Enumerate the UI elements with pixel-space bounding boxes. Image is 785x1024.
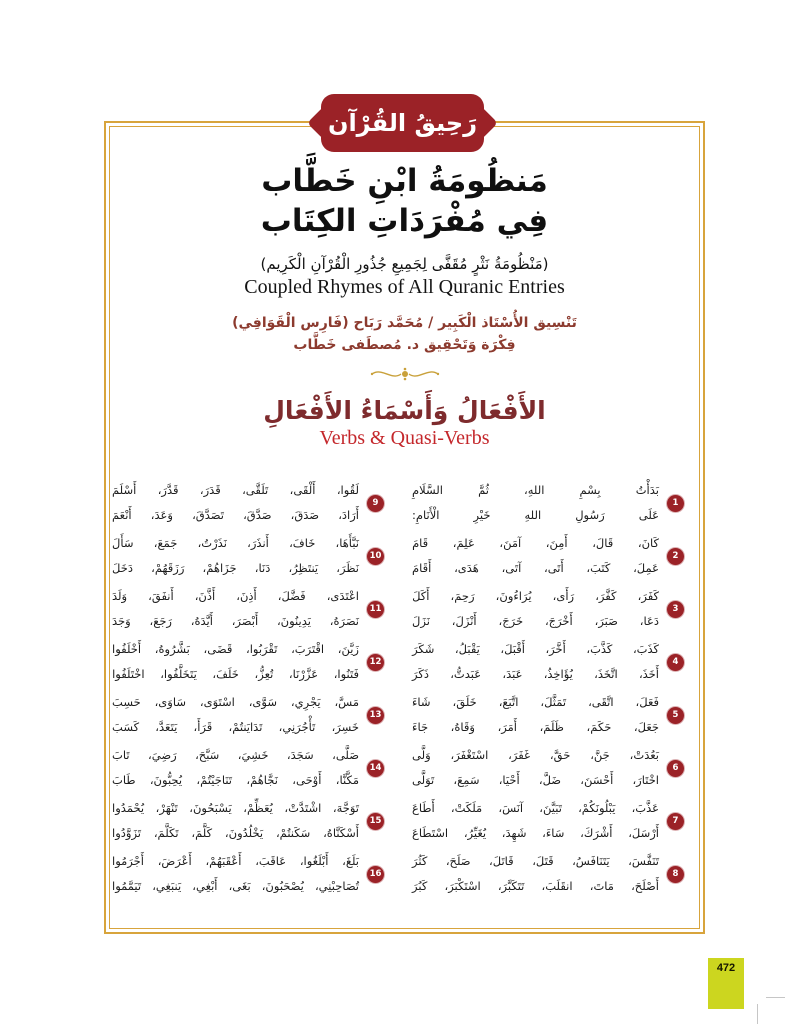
verb-word: أَنْعَمَ: [112, 508, 132, 522]
entry-number-badge: 2: [667, 548, 684, 565]
verb-word: خَرَجَ،: [498, 614, 524, 628]
verb-word: فَعَلَ،: [635, 695, 659, 709]
verb-word: صَبَرَ،: [594, 614, 618, 628]
verb-word: نَبَّأَهَا،: [335, 536, 359, 550]
verse-line: [112, 690, 359, 715]
verb-word: تُعِزُّ،: [254, 667, 274, 681]
entry-row: [112, 690, 384, 740]
verse-line: [112, 503, 359, 528]
verb-word: أَعْرَضَ،: [157, 854, 192, 868]
verb-word: يُعَظِّمْ،: [243, 801, 273, 815]
verse-line: [412, 531, 659, 556]
verb-word: يُؤَاخِذُ،: [543, 667, 573, 681]
entry-lines: [412, 743, 659, 793]
verb-word: دَنَا،: [254, 561, 271, 575]
verb-word: كَذَّبَ،: [586, 642, 613, 656]
verse-line: [112, 715, 359, 740]
verb-word: أَمَرَ،: [497, 720, 517, 734]
verb-word: قَدَّرَ،: [157, 483, 179, 497]
verb-word: نَجَّاهُمْ،: [246, 773, 278, 787]
verb-word: يَجْرِي،: [290, 695, 321, 709]
verb-word: كَبُرَ: [412, 879, 428, 893]
verb-word: لَقُوا،: [336, 483, 359, 497]
entry-lines: [412, 531, 659, 581]
entry-lines: [112, 849, 359, 899]
verb-word: انقَلَبَ،: [541, 879, 573, 893]
verb-word: قَامَ: [412, 536, 429, 550]
verb-word: يُحِبُّونَ،: [149, 773, 183, 787]
verb-word: جَمَعَ،: [153, 536, 178, 550]
page-number: 472: [716, 962, 736, 974]
verb-word: أَنْزَلَ،: [451, 614, 477, 628]
verb-word: هَدَى،: [454, 561, 479, 575]
verb-word: مَكَّنَّا،: [335, 773, 359, 787]
entry-lines: [412, 478, 659, 528]
verb-word: خَلَفَ،: [212, 667, 239, 681]
book-title-line-1: مَنظُومَةُ ابْنِ خَطَّاب: [261, 163, 548, 199]
verb-word: رَجَعَ،: [149, 614, 172, 628]
entries-column-right: [412, 478, 684, 902]
verb-word: عَاقَبَ،: [255, 854, 287, 868]
subtitle-arabic: (مَنْظُومَةُ نَثْرٍ مُقَفَّى لِجَمِيعِ جُذُورِ الْقُرْآنِ الْكَرِيم): [260, 254, 549, 273]
verse-line: [412, 796, 659, 821]
book-title-line-2: فِي مُفْرَدَاتِ الكِتَاب: [260, 203, 549, 240]
verb-word: اخْتَلَفُوا: [112, 667, 145, 681]
verb-word: أَتَى،: [544, 561, 564, 575]
credits-line-2: فِكْرَة وَتَحْقِيق د. مُصطَفى خَطَّاب: [293, 336, 516, 353]
entry-number-badge: 16: [367, 866, 384, 883]
verb-word: وَعَدَ،: [150, 508, 173, 522]
verb-word: فَتَنُوا،: [333, 667, 359, 681]
verse-line: [412, 503, 659, 528]
verb-word: خَافَ،: [289, 536, 316, 550]
verb-word: نَزَلَ: [412, 614, 430, 628]
verb-word: تَصَدَّقَ،: [192, 508, 224, 522]
verb-word: نَذَرْتُ،: [197, 536, 227, 550]
verse-line: [412, 556, 659, 581]
verb-word: يَقْبَلُ،: [454, 642, 480, 656]
entry-lines: [112, 743, 359, 793]
entry-number-badge: 15: [367, 813, 384, 830]
entry-row: [112, 796, 384, 846]
verb-word: أَلْقَى،: [289, 483, 316, 497]
verb-word: قَالَ،: [592, 536, 614, 550]
entry-number-badge: 14: [367, 760, 384, 777]
verb-word: أَخَّرَ،: [545, 642, 566, 656]
entry-number-badge: 1: [667, 495, 684, 512]
verb-word: اسْتَغْفَرَ،: [450, 748, 489, 762]
verb-word: غَفَرَ،: [508, 748, 531, 762]
verb-word: أَصْلَحَ،: [631, 879, 659, 893]
verb-word: حَقَّ،: [549, 748, 571, 762]
verb-word: ضَلَّ،: [538, 773, 562, 787]
verb-word: يَدِينُونَ،: [276, 614, 311, 628]
verb-word: آمَنَ،: [499, 536, 522, 550]
verb-word: نَصَرَهُ،: [329, 614, 359, 628]
verb-word: جَنَّ،: [590, 748, 610, 762]
verb-word: يُصْحَبُونَ،: [261, 879, 304, 893]
verb-word: حَكَمَ،: [586, 720, 612, 734]
entry-row: [112, 531, 384, 581]
verb-word: يَتَنَافَسُ،: [572, 854, 610, 868]
verse-line: [412, 662, 659, 687]
verb-word: تَكَلَّمَ،: [153, 826, 179, 840]
verb-word: تَوَلَّى: [412, 773, 435, 787]
verb-word: تَنْهَرْ،: [155, 801, 178, 815]
verb-word: أَجْرَمُوا: [112, 854, 144, 868]
entry-row: [412, 690, 684, 740]
verse-line: [112, 796, 359, 821]
verb-word: قَتَلَ،: [532, 854, 554, 868]
verb-word: أَمِنَ،: [545, 536, 568, 550]
verb-word: اقْتَرَبَ،: [291, 642, 325, 656]
verse-line: [412, 821, 659, 846]
verse-line: [412, 849, 659, 874]
verb-word: أَقَامَ: [412, 561, 432, 575]
entry-number-badge: 10: [367, 548, 384, 565]
verb-word: اللهِ،: [524, 483, 545, 497]
banner-title-text: رَحِيقُ القُرْآن: [327, 109, 478, 137]
verb-word: أَبْصَرَ،: [231, 614, 259, 628]
verse-line: [112, 768, 359, 793]
verb-word: كَانَ،: [637, 536, 659, 550]
entry-lines: [412, 796, 659, 846]
verb-word: تَمَثَّلَ،: [540, 695, 567, 709]
verse-line: [112, 584, 359, 609]
verb-word: آنَسَ،: [498, 801, 524, 815]
verb-word: ذَكَرَ: [412, 667, 429, 681]
entry-row: [112, 584, 384, 634]
verb-word: أَوْحَى،: [292, 773, 322, 787]
entry-lines: [112, 690, 359, 740]
verb-word: قَرَأَ،: [193, 720, 213, 734]
verb-word: أَحْسَنَ،: [580, 773, 614, 787]
entry-number-badge: 5: [667, 707, 684, 724]
title-banner: [321, 94, 484, 152]
verse-line: [112, 849, 359, 874]
verse-line: [112, 556, 359, 581]
crop-mark-vertical: [757, 1004, 758, 1024]
verse-line: [412, 609, 659, 634]
verb-word: تَقْرَبُوا،: [245, 642, 278, 656]
verse-line: [412, 690, 659, 715]
entry-lines: [412, 690, 659, 740]
verb-word: اتَّخَذَ،: [594, 667, 618, 681]
entry-row: [112, 637, 384, 687]
verb-word: سَاءَ،: [542, 826, 565, 840]
verb-word: أَكَلَ: [412, 589, 430, 603]
verb-word: سَكَنتُمْ،: [275, 826, 311, 840]
verb-word: تَدَايَنتُمْ،: [228, 720, 263, 734]
verb-word: مَسَّ،: [334, 695, 359, 709]
verb-word: أَرْسَلَ،: [628, 826, 659, 840]
entry-row: [112, 849, 384, 899]
verse-line: [412, 584, 659, 609]
book-title-calligraphy: [104, 161, 705, 242]
verb-word: تَنَفَّسَ،: [628, 854, 659, 868]
verb-word: تَنَاجَيْتُمْ،: [196, 773, 232, 787]
entry-lines: [112, 531, 359, 581]
verb-word: دَخَلَ: [112, 561, 133, 575]
verb-word: اسْتَطَاعَ: [412, 826, 449, 840]
entry-number-badge: 12: [367, 654, 384, 671]
entry-row: [412, 796, 684, 846]
verb-word: شَاءَ: [412, 695, 431, 709]
verb-word: أَبْغِي،: [192, 879, 218, 893]
verb-word: أَسْلَمَ: [112, 483, 137, 497]
verb-word: تَلَقَّى،: [242, 483, 269, 497]
verb-word: رَحِمَ،: [450, 589, 475, 603]
verb-word: زَيَّنَ،: [337, 642, 359, 656]
entry-lines: [112, 796, 359, 846]
verb-word: رَزَقَهُمْ،: [151, 561, 185, 575]
verb-word: يُرَاءُونَ،: [495, 589, 532, 603]
verb-word: اللهِ: [524, 508, 542, 522]
verb-word: عَزَّرْنَا،: [288, 667, 319, 681]
verb-word: أَشْرَكَ،: [580, 826, 613, 840]
verb-word: اتَّقَى،: [588, 695, 614, 709]
verb-word: تَتَكَبَّرَ،: [497, 879, 525, 893]
entry-lines: [112, 584, 359, 634]
verb-word: نَظَرَ،: [336, 561, 359, 575]
verb-word: عَلَى: [638, 508, 659, 522]
verb-word: الْأَنَامِ:: [412, 508, 440, 522]
verb-word: أَخْلَفُوا: [112, 642, 142, 656]
verb-word: يَسْبَحُونَ،: [189, 801, 232, 815]
verse-line: [112, 821, 359, 846]
verb-word: كَفَرَ،: [637, 589, 659, 603]
verb-word: أَسْكَنَّاهُ،: [323, 826, 359, 840]
verb-word: تَأْجُرَنِي،: [278, 720, 316, 734]
verb-word: أَحْيَا،: [498, 773, 520, 787]
verb-word: أَطَاعَ: [412, 801, 435, 815]
verb-word: خَيْرِ: [473, 508, 491, 522]
verb-word: عَمِلَ،: [633, 561, 659, 575]
entry-row: [412, 531, 684, 581]
verb-word: وَجَدَ: [112, 614, 131, 628]
entry-number-badge: 13: [367, 707, 384, 724]
verb-word: اتَّبَعَ،: [498, 695, 519, 709]
verse-line: [112, 531, 359, 556]
verb-word: بَعُدَتْ،: [629, 748, 659, 762]
entry-row: [412, 478, 684, 528]
verb-word: سَأَلَ: [112, 536, 134, 550]
verb-word: كَفَّرَ،: [595, 589, 617, 603]
verb-word: يَنبَغِي،: [152, 879, 182, 893]
page-content: [104, 121, 705, 450]
verb-word: أَنفَقَ،: [148, 589, 174, 603]
section-title-english: Verbs & Quasi-Verbs: [319, 427, 490, 450]
verse-line: [412, 768, 659, 793]
page-number-tab: [708, 958, 744, 1009]
verb-word: صَلَحَ،: [445, 854, 471, 868]
verse-line: [412, 478, 659, 503]
verb-word: أَذَّنَ،: [194, 589, 216, 603]
verb-word: قَضَى،: [203, 642, 233, 656]
verb-word: تَزَوَّدُوا: [112, 826, 141, 840]
verb-word: تَيَمَّمُوا: [112, 879, 142, 893]
verb-word: تُصَاحِبْنِي،: [314, 879, 359, 893]
verb-word: صَلَّى،: [332, 748, 359, 762]
verb-word: بَدَأْتُ: [635, 483, 659, 497]
entry-number-badge: 7: [667, 813, 684, 830]
verse-line: [112, 478, 359, 503]
verb-word: قَدَرَ،: [199, 483, 221, 497]
verse-line: [112, 609, 359, 634]
verb-word: أَذِنَ،: [236, 589, 257, 603]
verb-word: يَخْلُدُونَ،: [224, 826, 264, 840]
verb-word: سَاوَى،: [154, 695, 186, 709]
credits-line-1: تَنْسِيق الأُسْتَاذ الْكَبِير / مُحَمَّد رَبَاح (فَارِس الْقَوَافِي): [232, 314, 577, 331]
entry-number-badge: 3: [667, 601, 684, 618]
entry-row: [412, 743, 684, 793]
verb-word: آتَى،: [501, 561, 522, 575]
verb-word: يُحْمَدُوا: [112, 801, 145, 815]
ornament-divider-icon: [104, 365, 705, 383]
verb-word: وَلَّى: [412, 748, 431, 762]
verb-word: يَبْلُونَكُمْ،: [578, 801, 616, 815]
verb-word: أَخَذَ،: [638, 667, 659, 681]
verb-word: خَسِرَ،: [331, 720, 359, 734]
verb-word: أَقْبَلَ،: [500, 642, 525, 656]
verb-word: عَبَدَ،: [502, 667, 523, 681]
verb-word: كَسَبَ: [112, 720, 140, 734]
subtitle-english: Coupled Rhymes of All Quranic Entries: [244, 275, 565, 298]
verb-word: كَلَّمَ،: [191, 826, 213, 840]
verb-word: السَّلَامِ: [412, 483, 443, 497]
verb-word: رَضِيَ،: [148, 748, 177, 762]
verb-word: يَتَعَدَّ،: [155, 720, 178, 734]
entries-column-left: [112, 478, 384, 902]
verb-word: شَكَرَ: [412, 642, 435, 656]
verb-word: خَلَقَ،: [452, 695, 477, 709]
verb-word: يُغَيِّرُ،: [463, 826, 487, 840]
verse-line: [412, 743, 659, 768]
verb-word: طَابَ: [112, 773, 136, 787]
verb-word: بَلَغَ،: [342, 854, 359, 868]
verb-word: اخْتَارَ،: [632, 773, 659, 787]
verb-word: ظَلَمَ،: [539, 720, 564, 734]
verb-word: تَابَ: [112, 748, 130, 762]
verb-word: أَنذَرَ،: [247, 536, 269, 550]
verb-word: سَجَدَ،: [286, 748, 314, 762]
verb-word: جَزَاهُمْ،: [202, 561, 237, 575]
verse-line: [112, 637, 359, 662]
verb-word: وَلَدَ: [112, 589, 128, 603]
entry-lines: [412, 849, 659, 899]
verb-word: بَشَّرُوهُ،: [154, 642, 190, 656]
entry-row: [412, 849, 684, 899]
verse-line: [412, 715, 659, 740]
entry-row: [112, 743, 384, 793]
entry-number-badge: 4: [667, 654, 684, 671]
verb-word: عَذَّبَ،: [631, 801, 659, 815]
crop-mark-horizontal: [766, 997, 785, 998]
verb-word: أَعْقَبَهُمْ،: [205, 854, 242, 868]
verb-word: مَاتَ،: [589, 879, 614, 893]
verse-line: [112, 874, 359, 899]
verb-word: اشْتَدَّتْ،: [284, 801, 322, 815]
verb-word: صَدَقَ،: [290, 508, 320, 522]
verb-word: فَضَّلَ،: [277, 589, 306, 603]
verb-word: رَسُولِ: [575, 508, 605, 522]
entry-lines: [112, 637, 359, 687]
entry-row: [412, 637, 684, 687]
verb-word: دَعَا،: [639, 614, 659, 628]
verb-word: يَنتَظِرُ،: [288, 561, 319, 575]
verb-word: سَبَّحَ،: [195, 748, 220, 762]
verb-word: حَسِبَ: [112, 695, 141, 709]
verb-word: رَأَى،: [552, 589, 575, 603]
verb-word: كَذَبَ،: [632, 642, 659, 656]
verb-word: مَلَكَتْ،: [450, 801, 483, 815]
verb-word: تَبَيَّنَ،: [539, 801, 562, 815]
verb-word: بِسْمِ: [579, 483, 601, 497]
entry-number-badge: 11: [367, 601, 384, 618]
verse-line: [412, 874, 659, 899]
entry-lines: [412, 637, 659, 687]
verb-word: كَثُرَ: [412, 854, 428, 868]
verse-line: [112, 662, 359, 687]
verb-word: اسْتَوَى،: [199, 695, 235, 709]
verb-word: بَغَى،: [228, 879, 251, 893]
verb-word: جَاءَ: [412, 720, 429, 734]
credits-block: [104, 312, 705, 357]
verb-word: اعْتَدَى،: [326, 589, 359, 603]
entry-number-badge: 9: [367, 495, 384, 512]
verb-word: وَقَاهُ،: [450, 720, 475, 734]
verb-word: صَدَّقَ،: [243, 508, 272, 522]
verb-word: اسْتَكْبَرَ،: [444, 879, 481, 893]
verb-word: سَوَّى،: [248, 695, 278, 709]
entry-number-badge: 8: [667, 866, 684, 883]
verb-word: قَاتَلَ،: [489, 854, 514, 868]
verb-word: تَوَجَّهَ،: [332, 801, 359, 815]
verb-word: جَعَلَ،: [633, 720, 659, 734]
verb-word: كَتَبَ،: [586, 561, 611, 575]
verb-word: سَمِعَ،: [453, 773, 480, 787]
verb-word: أَخْرَجَ،: [544, 614, 573, 628]
verb-word: أَبْلَغُوا،: [299, 854, 329, 868]
entry-lines: [112, 478, 359, 528]
verse-line: [412, 637, 659, 662]
section-title-arabic: الأَفْعَالُ وَأَسْمَاءُ الأَفْعَالِ: [263, 396, 546, 426]
entry-number-badge: 6: [667, 760, 684, 777]
entry-lines: [412, 584, 659, 634]
verb-word: أَرَادَ،: [338, 508, 359, 522]
verb-word: أَيَّدَهُ،: [190, 614, 213, 628]
verb-word: ثُمَّ: [478, 483, 489, 497]
verb-word: يَتَخَلَّفُوا،: [160, 667, 197, 681]
entry-row: [412, 584, 684, 634]
verb-word: خَشِيَ،: [237, 748, 269, 762]
verb-word: عَبَدتُّ،: [450, 667, 482, 681]
verb-word: عَلِمَ،: [452, 536, 475, 550]
entry-row: [112, 478, 384, 528]
verse-line: [112, 743, 359, 768]
verb-word: شَهِدَ،: [501, 826, 527, 840]
